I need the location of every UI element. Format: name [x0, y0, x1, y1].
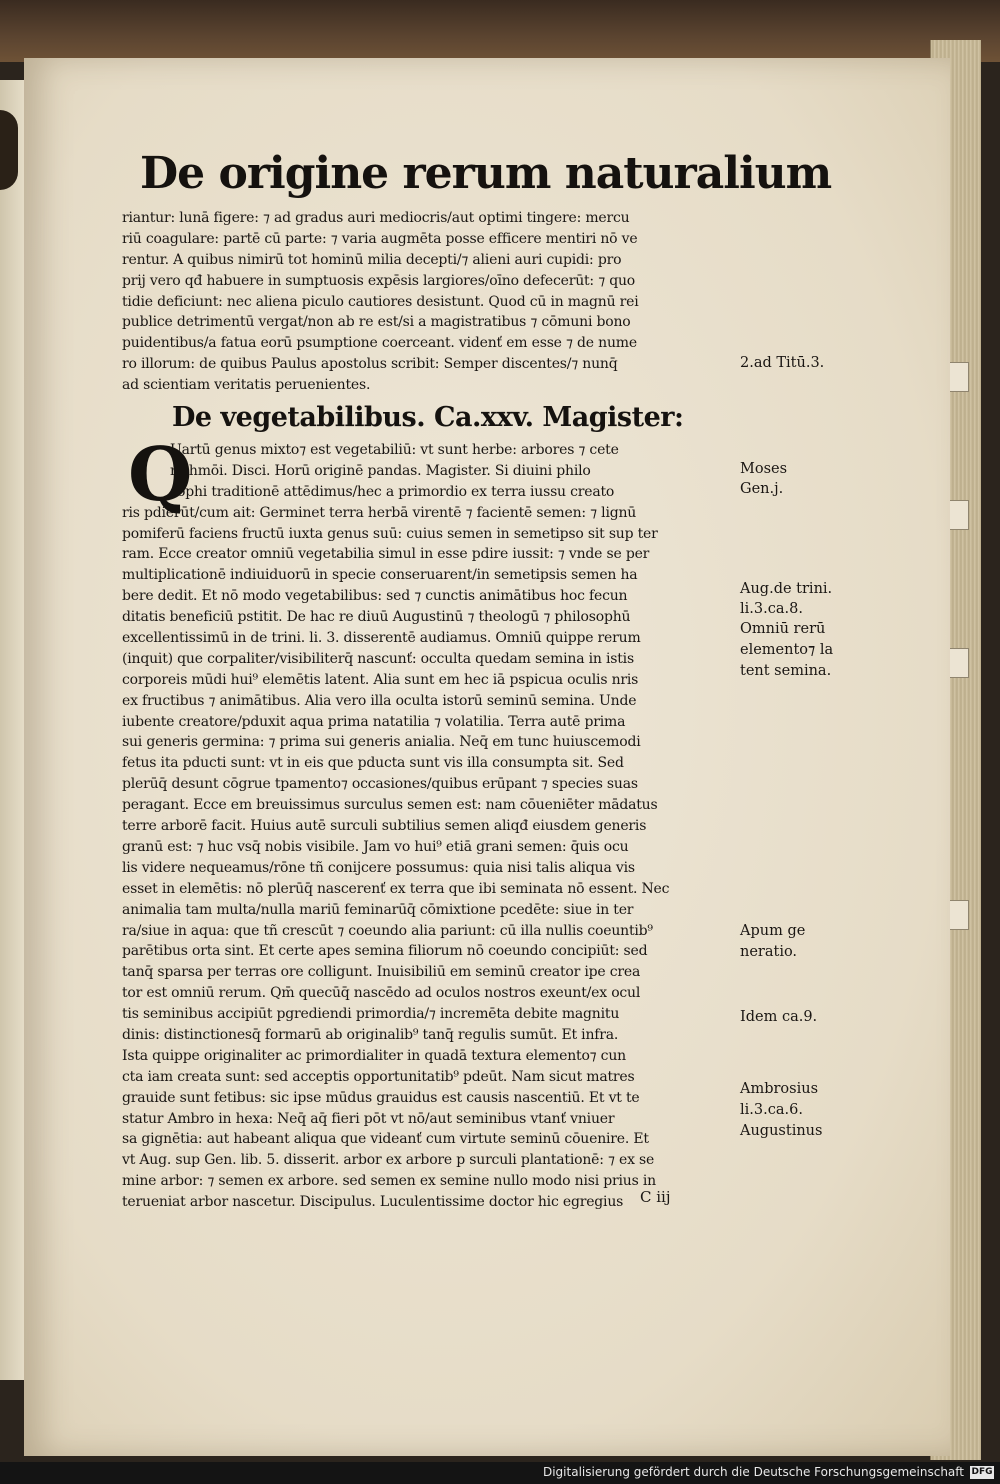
text-line: ra/siue in aqua: que tñ crescūt ⁊ coeundo alia pariunt: cū illa nullis coeuntib⁹ — [122, 922, 653, 939]
text-line: parētibus orta sint. Et certe apes semina filiorum nō coeundo concipiūt: sed — [122, 943, 648, 960]
text-line: bere dedit. Et nō modo vegetabilibus: sed ⁊ cunctis animātibus hoc fecun — [122, 588, 628, 605]
text-line: vt Aug. sup Gen. lib. 5. disserit. arbor ex arbore p surculi plantationē: ⁊ ex se — [122, 1152, 655, 1169]
body-text — [122, 208, 734, 1213]
margin-note: Gen.j. — [740, 481, 784, 497]
page-tab — [950, 900, 969, 930]
text-line: ex fructibus ⁊ animātibus. Alia vero illa oculta istorū seminū semina. Unde — [122, 692, 637, 709]
text-line: tanq̄ sparsa per terras ore colligunt. Inuisibiliū em seminū creator ipe crea — [122, 964, 641, 981]
text-line: ra hmōi. Disci. Horū originē pandas. Magister. Si diuini philo — [170, 462, 591, 479]
margin-note: Idem ca.9. — [740, 1009, 818, 1025]
margin-note: Apum ge — [740, 923, 806, 939]
text-line: animalia tam multa/nulla mariū feminarūq̄ cōmixtione pcedēte: siue in ter — [122, 901, 634, 918]
drop-initial: Q — [128, 432, 193, 518]
margin-note: tent semina. — [740, 663, 832, 679]
footer-bar — [0, 1462, 1000, 1484]
text-line: sophi traditionē attēdimus/hec a primordio ex terra iussu creato — [170, 483, 615, 500]
page-tab — [950, 648, 969, 678]
text-line: dinis: distinctionesq̄ formarū ab originalib⁹ tanq̄ regulis sumūt. Et infra. — [122, 1026, 619, 1043]
text-line: terueniat arbor nascetur. Discipulus. Luculentissime doctor hic egregius — [122, 1194, 624, 1211]
margin-note: Augustinus — [740, 1123, 823, 1139]
text-line: ro illorum: de quibus Paulus apostolus scribit: Semper discentes/⁊ nunq̄ — [122, 356, 618, 373]
dfg-logo: DFG — [971, 1467, 993, 1477]
text-line: peragant. Ecce em breuissimus surculus semen est: nam cōueniēter mādatus — [122, 797, 658, 814]
funding-credit: Digitalisierung gefördert durch die Deutsche Forschungsgemeinschaft — [542, 1465, 964, 1479]
text-line: ris pdierūt/cum ait: Germinet terra herbā virentē ⁊ facientē semen: ⁊ lignū — [122, 504, 637, 521]
text-line: tidie deficiunt: nec aliena piculo cautiores desistunt. Quod cū in magnū rei — [122, 293, 639, 310]
chapter-heading: De vegetabilibus. Ca.xxv. Magister: — [172, 402, 684, 434]
text-line: publice detrimentū vergat/non ab re est/si a magistratibus ⁊ cōmuni bono — [122, 314, 631, 331]
text-line: fetus ita pducti sunt: vt in eis que pducta sunt vis illa consumpta sit. Sed — [122, 755, 624, 772]
text-line: excellentissimū in de trini. li. 3. disserentē audiamus. Omniū quippe rerum — [122, 630, 641, 647]
margin-note: li.3.ca.6. — [740, 1102, 803, 1118]
text-line: statur Ambro in hexa: Neq̄ aq̄ fieri pōt vt nō/aut seminibus vtanť vniuer — [122, 1110, 615, 1127]
text-line: ad scientiam veritatis peruenientes. — [122, 377, 371, 394]
text-line: iubente creatore/pduxit aqua prima natatilia ⁊ volatilia. Terra autē prima — [122, 713, 626, 730]
left-page-curl — [0, 110, 18, 190]
signature-mark: C iij — [640, 1188, 671, 1206]
text-line: mine arbor: ⁊ semen ex arbore. sed semen ex semine nullo modo nisi prius in — [122, 1173, 656, 1190]
page-tab — [950, 500, 969, 530]
text-line: prij vero qđ habuere in sumptuosis expēsis largiores/oīno defecerūt: ⁊ quo — [122, 272, 636, 289]
margin-note: Omniū rerū — [740, 621, 826, 637]
text-line: ditatis beneficiū pstitit. De hac re diuū Augustinū ⁊ theologū ⁊ philosophū — [122, 609, 631, 626]
text-line: multiplicationē indiuiduorū in specie conseruarent/in semetipsis semen ha — [122, 567, 638, 584]
margin-note: neratio. — [740, 944, 798, 960]
text-line: riantur: lunā figere: ⁊ ad gradus auri mediocris/aut optimi tingere: mercu — [122, 210, 630, 226]
text-line: grauide sunt fetibus: sic ipse mūdus grauidus est causis nascentiū. Et vt te — [122, 1089, 640, 1106]
running-heading: De origine rerum naturalium — [140, 148, 832, 199]
margin-note: Aug.de trini. — [740, 581, 833, 597]
text-line: tor est omniū rerum. Qm̄ quecūq̄ nascēdo ad oculos nostros exeunt/ex ocul — [122, 985, 641, 1002]
margin-note: Moses — [740, 461, 788, 477]
book-top-edge — [0, 0, 1000, 62]
text-line: corporeis mūdi hui⁹ elemētis latent. Alia sunt em hec iā pspicua oculis nris — [122, 671, 639, 688]
text-line: Uartū genus mixto⁊ est vegetabiliū: vt sunt herbe: arbores ⁊ cete — [170, 442, 619, 459]
margin-note: li.3.ca.8. — [740, 601, 803, 617]
text-line: ram. Ecce creator omniū vegetabilia simul in esse pdire iussit: ⁊ vnde se per — [122, 546, 650, 563]
text-line: Ista quippe originaliter ac primordialiter in quadā textura elemento⁊ cun — [122, 1047, 626, 1064]
text-line: cta iam creata sunt: sed acceptis opportunitatib⁹ pdeūt. Nam sicut matres — [122, 1068, 635, 1085]
text-line: sui generis germina: ⁊ prima sui generis anialia. Neq̄ em tunc huiuscemodi — [122, 734, 641, 751]
text-line: tis seminibus accipiūt pgrediendi primordia/⁊ incremēta debite magnitu — [122, 1006, 620, 1023]
page-tab — [950, 362, 969, 392]
text-line: rentur. A quibus nimirū tot hominū milia decepti/⁊ alieni auri cupidi: pro — [122, 251, 622, 268]
text-line: plerūq̄ desunt cōgrue tpamento⁊ occasiones/quibus erūpant ⁊ species suas — [122, 776, 638, 793]
text-line: pomiferū faciens fructū iuxta genus suū: cuius semen in semetipso sit sup ter — [122, 525, 658, 542]
text-line: sa gignētia: aut habeant aliqua que videanť cum virtute seminū cōuenire. Et — [122, 1131, 649, 1148]
text-line: puidentibus/a fatua eorū psumptione coerceant. videnť em esse ⁊ de nume — [122, 335, 637, 352]
margin-note: Ambrosius — [740, 1081, 819, 1097]
text-line: lis videre nequeamus/rōne tñ conijcere possumus: quia nisi talis aliqua vis — [122, 859, 635, 876]
text-line: (inquit) que corpaliter/visibiliterq̄ nascunť: occulta quedam semina in istis — [122, 650, 634, 667]
text-line: granū est: ⁊ huc vsq̄ nobis visibile. Jam vo hui⁹ etiā grani semen: q̄uis ocu — [122, 838, 629, 855]
text-line: riū coagulare: partē cū parte: ⁊ varia augmēta posse efficere mentiri nō ve — [122, 230, 638, 247]
text-line: terre arborē facit. Huius autē surculi subtilius semen aliqđ eiusdem generis — [122, 818, 647, 835]
margin-note: 2.ad Titū.3. — [740, 355, 825, 371]
margin-note: elemento⁊ la — [740, 642, 834, 658]
text-line: esset in elemētis: nō plerūq̄ nascerenť ex terra que ibi seminata nō essent. Nec — [122, 880, 670, 897]
